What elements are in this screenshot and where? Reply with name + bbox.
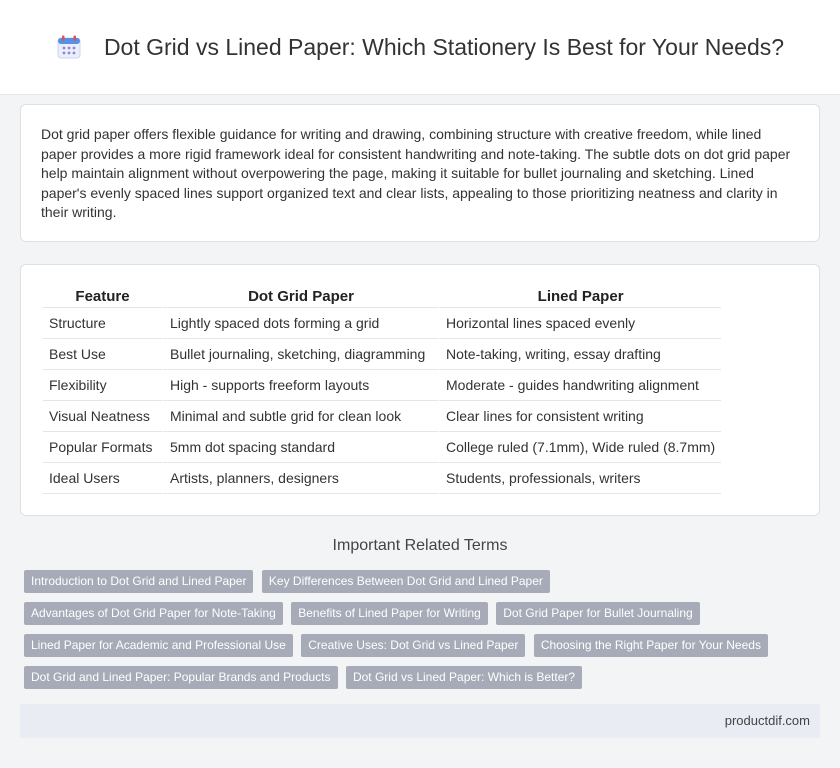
page-title: Dot Grid vs Lined Paper: Which Stationery Is Best for Your Needs? [103,33,785,60]
cell-feature: Popular Formats [43,432,162,463]
related-terms-title: Important Related Terms [332,537,508,554]
related-terms-list [24,570,816,698]
table-header-row [43,285,721,308]
cell-dot-grid: Lightly spaced dots forming a grid [162,308,438,339]
related-term-link[interactable]: Introduction to Dot Grid and Lined Paper [24,570,253,593]
table-row [43,339,721,370]
calendar-icon [56,34,82,60]
related-term-link[interactable]: Dot Grid vs Lined Paper: Which is Better? [346,666,582,689]
cell-lined: College ruled (7.1mm), Wide ruled (8.7mm) [438,432,721,463]
cell-feature: Ideal Users [43,463,162,494]
related-term-link[interactable]: Lined Paper for Academic and Professional Use [24,634,293,657]
intro-text: Dot grid paper offers flexible guidance for writing and drawing, combining structure with creative freedom, while lined paper provides a more rigid framework ideal for consistent handwriting and note-taking. The subtle dots on dot grid paper help maintain alignment without overpowering the page, making it suitable for bullet journaling and sketching. Lined paper's evenly spaced lines support organized text and clear lists, appealing to those prioritizing neatness and clarity in their writing. [41,126,791,220]
cell-lined: Clear lines for consistent writing [438,401,721,432]
related-term-link[interactable]: Choosing the Right Paper for Your Needs [534,634,768,657]
related-term-link[interactable]: Dot Grid Paper for Bullet Journaling [496,602,699,625]
related-term-link[interactable]: Benefits of Lined Paper for Writing [291,602,488,625]
header-dot-grid: Dot Grid Paper [162,285,438,308]
table-row [43,370,721,401]
page-footer [20,704,820,738]
related-term-link[interactable]: Key Differences Between Dot Grid and Lined Paper [262,570,550,593]
cell-dot-grid: 5mm dot spacing standard [162,432,438,463]
page-header [0,0,840,95]
cell-feature: Visual Neatness [43,401,162,432]
table-row [43,308,721,339]
header-feature: Feature [43,285,162,308]
cell-dot-grid: Artists, planners, designers [162,463,438,494]
comparison-card [20,264,820,516]
related-term-link[interactable]: Creative Uses: Dot Grid vs Lined Paper [301,634,525,657]
cell-lined: Students, professionals, writers [438,463,721,494]
cell-feature: Best Use [43,339,162,370]
footer-site-link[interactable]: productdif.com [724,713,810,728]
cell-feature: Flexibility [43,370,162,401]
table-row [43,401,721,432]
cell-dot-grid: Minimal and subtle grid for clean look [162,401,438,432]
cell-dot-grid: High - supports freeform layouts [162,370,438,401]
cell-dot-grid: Bullet journaling, sketching, diagramming [162,339,438,370]
cell-feature: Structure [43,308,162,339]
table-row [43,432,721,463]
header-lined: Lined Paper [438,285,721,308]
cell-lined: Note-taking, writing, essay drafting [438,339,721,370]
related-term-link[interactable]: Advantages of Dot Grid Paper for Note-Taking [24,602,283,625]
intro-card [20,104,820,242]
related-term-link[interactable]: Dot Grid and Lined Paper: Popular Brands and Products [24,666,338,689]
table-row [43,463,721,494]
comparison-table [43,285,721,494]
cell-lined: Horizontal lines spaced evenly [438,308,721,339]
cell-lined: Moderate - guides handwriting alignment [438,370,721,401]
